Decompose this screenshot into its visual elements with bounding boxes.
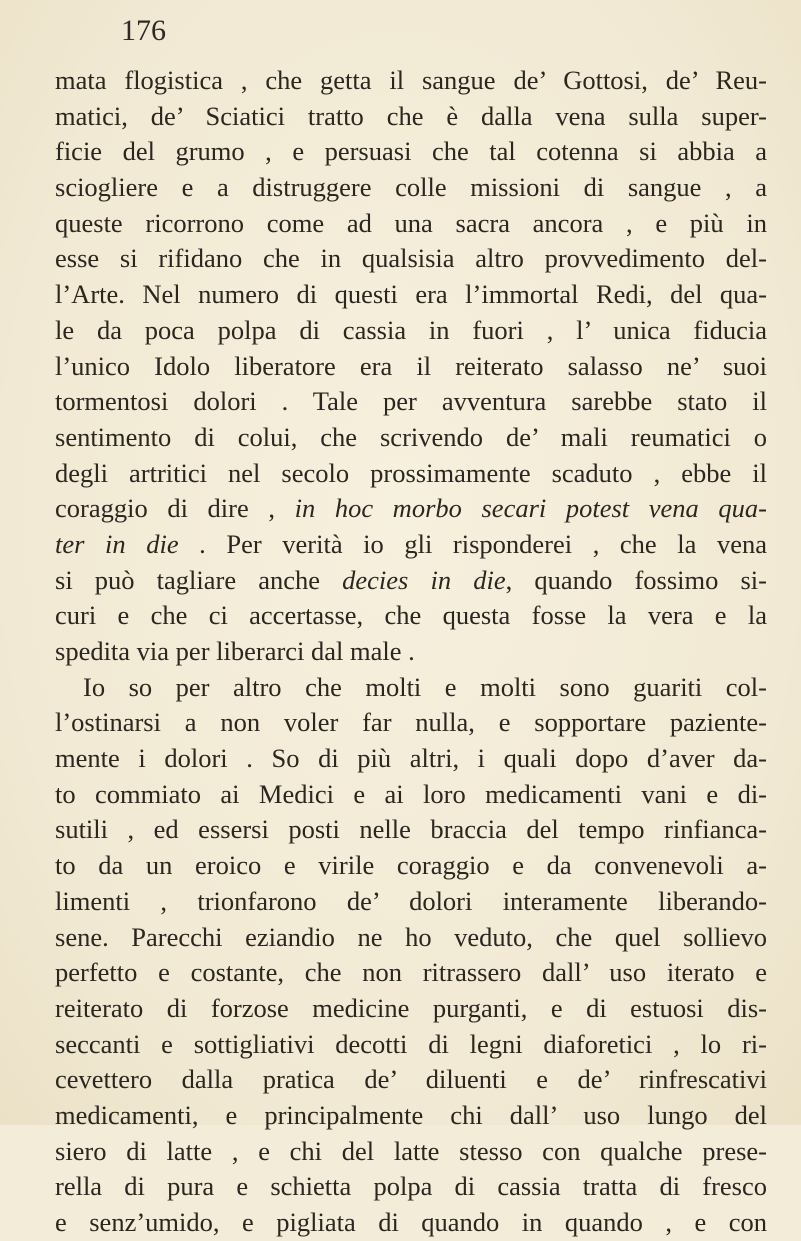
text-line	[55, 1169, 767, 1205]
italic-phrase: in hoc morbo secari potest vena qua-	[294, 493, 767, 524]
text-segment: , quando fossimo si-	[505, 564, 767, 595]
text-segment: l’ostinarsi a non voler far nulla, e sopportare paziente-	[55, 707, 767, 738]
text-line	[55, 670, 767, 706]
text-segment: le da poca polpa di cassia in fuori , l’ unica fiducia	[55, 314, 767, 345]
text-line	[55, 1134, 767, 1170]
text-segment: l’Arte. Nel numero di questi era l’immortal Redi, del qua-	[55, 279, 767, 310]
text-line	[55, 491, 767, 527]
text-segment: mente i dolori . So di più altri, i quali dopo d’aver da-	[55, 743, 767, 774]
text-line	[55, 991, 767, 1027]
text-line	[55, 63, 767, 99]
text-line	[55, 420, 767, 456]
text-segment: limenti , trionfarono de’ dolori interamente liberando-	[55, 885, 767, 916]
text-line	[55, 170, 767, 206]
text-line	[55, 705, 767, 741]
text-segment: l’unico Idolo liberatore era il reiterato salasso ne’ suoi	[55, 350, 767, 381]
text-segment: matici, de’ Sciatici tratto che è dalla vena sulla super-	[55, 100, 767, 131]
italic-phrase: ter in die	[55, 528, 179, 559]
text-segment: sene. Parecchi eziandio ne ho veduto, che quel sollievo	[55, 921, 767, 952]
text-segment: mata flogistica , che getta il sangue de’ Gottosi, de’ Reu-	[55, 65, 767, 95]
text-line	[55, 598, 767, 634]
text-segment: . Per verità io gli risponderei , che la vena	[178, 528, 767, 559]
text-segment: to commiato ai Medici e ai loro medicamenti vani e di-	[55, 778, 767, 809]
text-segment: Io so per altro che molti e molti sono guariti col-	[83, 671, 767, 702]
text-segment: rella di pura e schietta polpa di cassia tratta di fresco	[55, 1171, 767, 1202]
text-segment: siero di latte , e chi del latte stesso con qualche prese-	[55, 1135, 767, 1166]
text-segment: degli artritici nel secolo prossimamente scaduto , ebbe il	[55, 457, 767, 488]
text-line	[55, 1062, 767, 1098]
text-segment: queste ricorrono come ad una sacra ancora , e più in	[55, 207, 767, 238]
text-segment: coraggio di dire ,	[55, 493, 295, 524]
text-segment: si può tagliare anche	[55, 564, 343, 595]
text-line	[55, 884, 767, 920]
text-segment: e senz’umido, e pigliata di quando in quando , e con	[55, 1207, 767, 1237]
text-line	[55, 812, 767, 848]
text-line	[55, 527, 767, 563]
text-line	[55, 241, 767, 277]
text-segment: spedita via per liberarci dal male .	[55, 636, 415, 666]
text-line	[55, 634, 767, 670]
text-segment: to da un eroico e virile coraggio e da convenevoli a-	[55, 850, 767, 881]
text-segment: sciogliere e a distruggere colle missioni di sangue , a	[55, 172, 767, 203]
text-segment: medicamenti, e principalmente chi dall’ uso lungo del	[55, 1099, 767, 1130]
text-line	[55, 848, 767, 884]
text-line	[55, 1027, 767, 1063]
text-segment: cevettero dalla pratica de’ diluenti e de’ rinfrescativi	[55, 1064, 767, 1095]
text-segment: reiterato di forzose medicine purganti, e di estuosi dis-	[55, 992, 767, 1023]
text-line	[55, 349, 767, 385]
italic-phrase: decies in die	[342, 564, 506, 595]
text-line	[55, 741, 767, 777]
text-line	[55, 456, 767, 492]
page-number: 176	[121, 14, 166, 47]
text-line	[55, 313, 767, 349]
text-line	[55, 777, 767, 813]
text-line	[55, 134, 767, 170]
text-line	[55, 99, 767, 135]
text-segment: sutili , ed essersi posti nelle braccia del tempo rinfianca-	[55, 814, 767, 845]
text-line	[55, 277, 767, 313]
text-segment: esse si rifidano che in qualsisia altro provvedimento del-	[55, 243, 767, 274]
text-line	[55, 563, 767, 599]
text-line	[55, 955, 767, 991]
text-segment: perfetto e costante, che non ritrassero dall’ uso iterato e	[55, 957, 767, 988]
text-line	[55, 1098, 767, 1134]
text-line	[55, 1205, 767, 1241]
text-line	[55, 206, 767, 242]
text-segment: tormentosi dolori . Tale per avventura sarebbe stato il	[55, 386, 767, 417]
text-line	[55, 384, 767, 420]
body-text	[55, 63, 767, 1241]
text-segment: curi e che ci accertasse, che questa fosse la vera e la	[55, 600, 767, 631]
text-segment: ficie del grumo , e persuasi che tal cotenna si abbia a	[55, 136, 767, 167]
text-line	[55, 920, 767, 956]
text-segment: sentimento di colui, che scrivendo de’ mali reumatici o	[55, 421, 767, 452]
text-segment: seccanti e sottigliativi decotti di legni diaforetici , lo ri-	[55, 1028, 767, 1059]
